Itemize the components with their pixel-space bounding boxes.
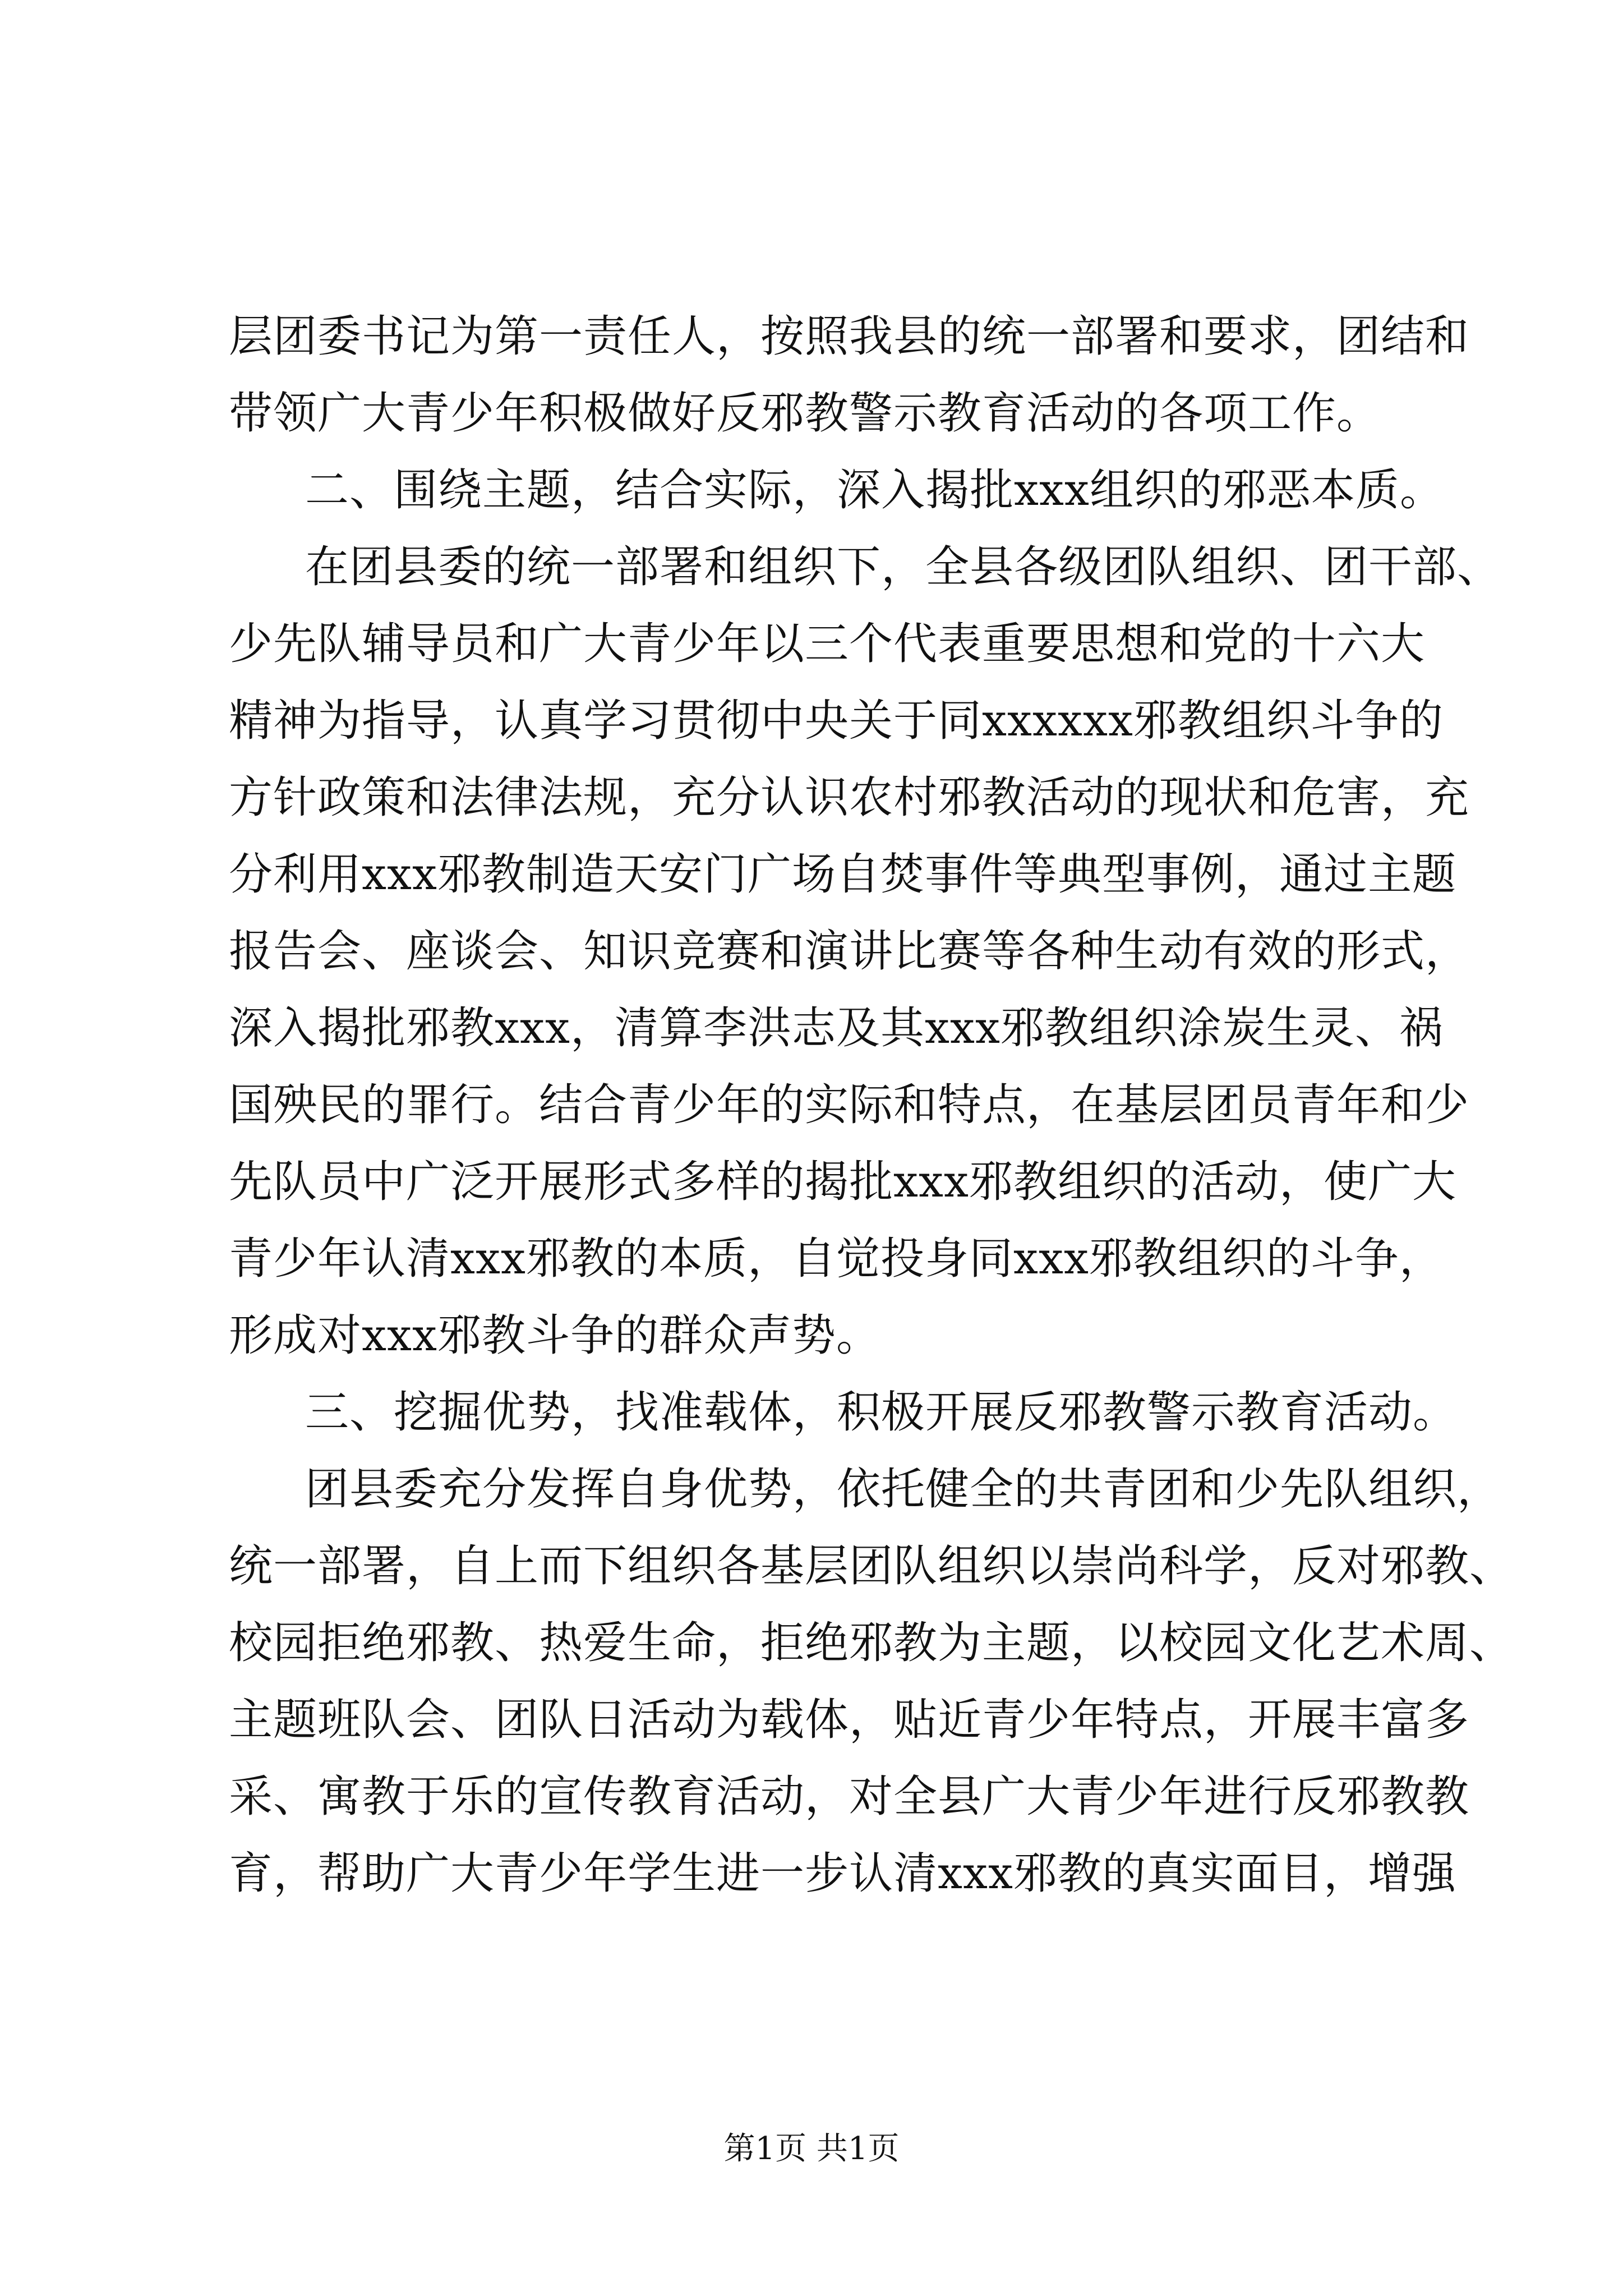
text-line: 层团委书记为第一责任人，按照我县的统一部署和要求，团结和 — [229, 311, 1470, 362]
text-line: 二、围绕主题，结合实际，深入揭批xxx组织的邪恶本质。 — [305, 465, 1444, 516]
text-line: 报告会、座谈会、知识竞赛和演讲比赛等各种生动有效的形式， — [229, 926, 1470, 977]
text-line: 团县委充分发挥自身优势，依托健全的共青团和少先队组织， — [305, 1464, 1502, 1515]
text-line: 校园拒绝邪教、热爱生命，拒绝邪教为主题，以校园文化艺术周、 — [229, 1618, 1514, 1668]
text-line: 青少年认清xxx邪教的本质，自觉投身同xxx邪教组织的斗争， — [229, 1234, 1444, 1284]
document-body — [229, 298, 1514, 1912]
text-line: 形成对xxx邪教斗争的群众声势。 — [229, 1310, 880, 1361]
text-line: 方针政策和法律法规，充分认识农村邪教活动的现状和危害，充 — [229, 772, 1470, 823]
text-line: 分利用xxx邪教制造天安门广场自焚事件等典型事例，通过主题 — [229, 849, 1456, 900]
text-line: 三、挖掘优势，找准载体，积极开展反邪教警示教育活动。 — [305, 1387, 1458, 1438]
text-line: 统一部署，自上而下组织各基层团队组织以崇尚科学，反对邪教、 — [229, 1541, 1514, 1591]
text-line: 育，帮助广大青少年学生进一步认清xxx邪教的真实面目，增强 — [229, 1848, 1456, 1899]
text-line: 先队员中广泛开展形式多样的揭批xxx邪教组织的活动，使广大 — [229, 1157, 1456, 1207]
text-line: 采、寓教于乐的宣传教育活动，对全县广大青少年进行反邪教教 — [229, 1772, 1470, 1822]
text-line: 国殃民的罪行。结合青少年的实际和特点，在基层团员青年和少 — [229, 1080, 1470, 1130]
text-line: 深入揭批邪教xxx，清算李洪志及其xxx邪教组织涂炭生灵、祸 — [229, 1003, 1444, 1053]
text-line: 在团县委的统一部署和组织下，全县各级团队组织、团干部、 — [305, 542, 1502, 592]
text-line: 带领广大青少年积极做好反邪教警示教育活动的各项工作。 — [229, 388, 1381, 439]
text-line: 少先队辅导员和广大青少年以三个代表重要思想和党的十六大 — [229, 619, 1426, 669]
text-line: 主题班队会、团队日活动为载体，贴近青少年特点，开展丰富多 — [229, 1695, 1470, 1745]
page-footer: 第1页 共1页 — [723, 2131, 900, 2167]
text-line: 精神为指导，认真学习贯彻中央关于同xxxxxx邪教组织斗争的 — [229, 696, 1444, 746]
